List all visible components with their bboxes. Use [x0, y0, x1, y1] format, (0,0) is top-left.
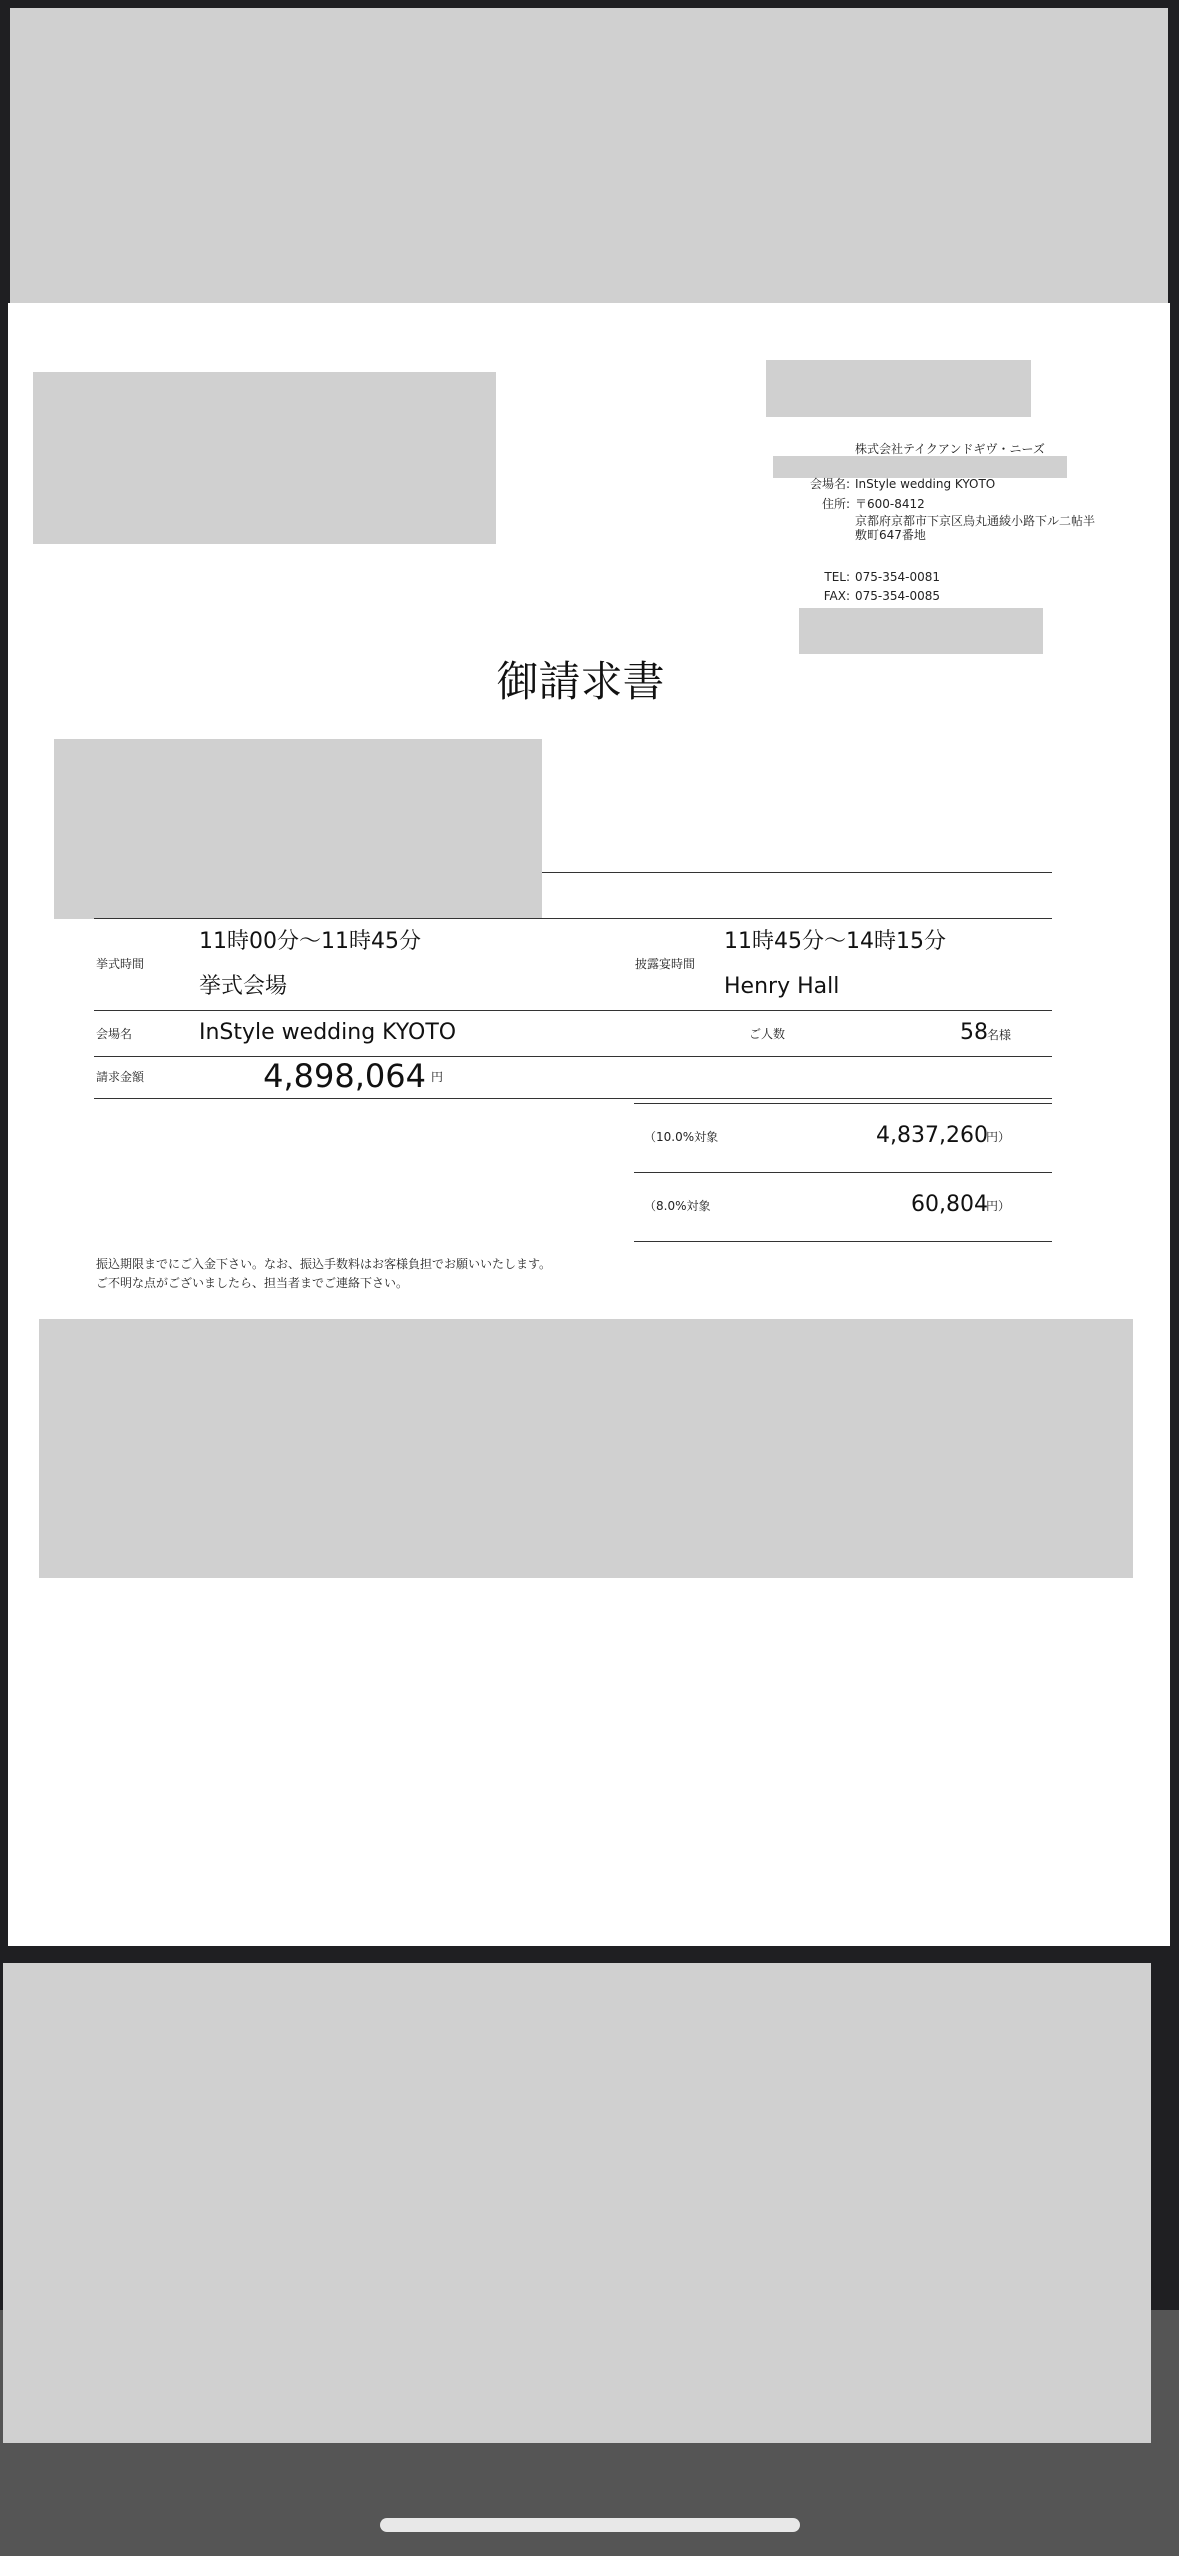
- invoice-page: [8, 303, 1170, 1946]
- ceremony-place: 挙式会場: [199, 974, 288, 999]
- venue-label: 会場名:: [809, 477, 850, 491]
- tel-label: TEL:: [824, 570, 850, 584]
- redacted-company-line: [773, 456, 1067, 478]
- note-line-2: ご不明な点がございましたら、担当者までご連絡下さい。: [96, 1276, 409, 1290]
- divider: [634, 1241, 1052, 1242]
- reception-time: 11時45分〜14時15分: [724, 929, 946, 954]
- amount-label: 請求金額: [96, 1070, 145, 1084]
- tax-10-amount: 4,837,260: [876, 1123, 988, 1148]
- address-label: 住所:: [821, 497, 850, 511]
- company-name: 株式会社テイクアンドギヴ・ニーズ: [855, 442, 1045, 456]
- redacted-stamp-block: [799, 608, 1043, 654]
- tax-8-amount: 60,804: [911, 1192, 988, 1217]
- divider: [634, 1103, 1052, 1104]
- reception-time-label: 披露宴時間: [635, 957, 696, 971]
- divider: [94, 1098, 1052, 1099]
- fax-value: 075-354-0085: [855, 589, 941, 603]
- divider: [94, 1010, 1052, 1011]
- ceremony-time: 11時00分〜11時45分: [199, 929, 421, 954]
- note-line-1: 振込期限までにご入金下さい。なお、振込手数料はお客様負担でお願いいたします。: [96, 1257, 552, 1271]
- reception-hall: Henry Hall: [724, 974, 840, 999]
- divider: [94, 1056, 1052, 1057]
- divider: [94, 918, 1052, 919]
- redacted-customer-block: [54, 739, 542, 919]
- page-title: 御請求書: [496, 657, 665, 706]
- tax-8-label: （8.0%対象: [644, 1199, 711, 1213]
- tax-10-unit: 円）: [986, 1130, 1011, 1144]
- postal-code: 〒600-8412: [855, 497, 925, 511]
- fax-label: FAX:: [823, 589, 850, 603]
- tel-value: 075-354-0081: [855, 570, 941, 584]
- tax-10-label: （10.0%対象: [644, 1130, 719, 1144]
- guests-label: ご人数: [749, 1027, 786, 1041]
- ceremony-time-label: 挙式時間: [96, 957, 145, 971]
- address-line-2: 敷町647番地: [855, 528, 926, 542]
- venue-value: InStyle wedding KYOTO: [855, 477, 996, 491]
- redacted-footer-area: [3, 1963, 1151, 2443]
- redacted-bank-info-block: [39, 1319, 1133, 1578]
- guests-unit: 名様: [987, 1028, 1012, 1042]
- divider: [542, 872, 1052, 873]
- divider: [634, 1172, 1052, 1173]
- home-indicator[interactable]: [380, 2518, 800, 2532]
- invoice-amount: 4,898,064: [263, 1057, 426, 1095]
- amount-unit: 円: [431, 1070, 444, 1084]
- venue-name: InStyle wedding KYOTO: [199, 1020, 457, 1045]
- guests-count: 58: [960, 1020, 988, 1045]
- venue-name-label: 会場名: [96, 1027, 133, 1041]
- address-line-1: 京都府京都市下京区烏丸通綾小路下ル二帖半: [855, 514, 1096, 528]
- tax-8-unit: 円）: [986, 1199, 1011, 1213]
- redacted-logo-block: [766, 360, 1031, 417]
- redacted-header-area: [10, 8, 1168, 303]
- redacted-recipient-block: [33, 372, 496, 544]
